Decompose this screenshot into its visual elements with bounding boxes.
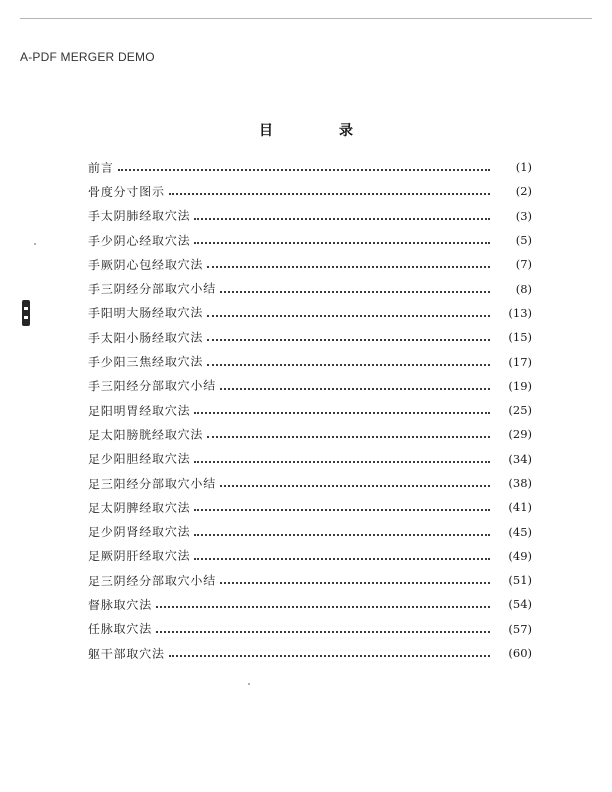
toc-row <box>88 349 532 373</box>
toc-row <box>88 568 532 592</box>
toc-page-number: (19) <box>508 378 532 393</box>
toc-entry-label: 足少阴肾经取穴法 <box>87 524 191 540</box>
toc-dot-leader <box>220 291 490 293</box>
toc-entry-label: 手少阳三焦经取穴法 <box>87 354 204 370</box>
toc-row <box>88 422 532 446</box>
toc-dot-leader <box>220 485 490 487</box>
watermark-text: A-PDF MERGER DEMO <box>20 50 155 64</box>
scan-speck <box>34 243 36 245</box>
toc-dot-leader <box>220 388 490 390</box>
toc-page-number: (8) <box>515 281 532 296</box>
toc-page-number: (45) <box>508 524 532 539</box>
toc-dot-leader <box>118 169 490 171</box>
table-of-contents <box>88 155 532 665</box>
toc-row <box>88 641 532 665</box>
toc-entry-label: 手阳明大肠经取穴法 <box>87 306 204 321</box>
toc-entry-label: 足厥阴肝经取穴法 <box>87 549 191 564</box>
toc-page-number: (29) <box>508 427 532 442</box>
toc-entry-label: 足太阳膀胱经取穴法 <box>87 427 204 443</box>
toc-page-number: (15) <box>508 330 532 345</box>
toc-entry-label: 前言 <box>87 160 114 175</box>
toc-row <box>88 228 532 252</box>
toc-row <box>88 252 532 276</box>
toc-entry-label: 任脉取穴法 <box>87 622 153 637</box>
page-title <box>0 120 612 140</box>
toc-row <box>88 519 532 543</box>
toc-page-number: (17) <box>508 354 532 369</box>
toc-row <box>88 398 532 422</box>
toc-page-number: (57) <box>508 621 532 636</box>
binding-mark <box>22 300 30 326</box>
toc-dot-leader <box>169 193 490 195</box>
toc-row <box>88 447 532 471</box>
toc-row <box>88 544 532 568</box>
toc-entry-label: 骨度分寸图示 <box>87 184 165 200</box>
toc-page-number: (1) <box>515 160 532 175</box>
toc-dot-leader <box>156 606 490 608</box>
toc-row <box>88 325 532 349</box>
toc-dot-leader <box>169 655 490 657</box>
toc-row <box>88 592 532 616</box>
toc-entry-label: 手三阳经分部取穴小结 <box>87 378 217 394</box>
title-char-2: 录 <box>339 123 353 139</box>
scan-speck <box>248 683 250 685</box>
toc-entry-label: 手太阴肺经取穴法 <box>87 208 191 224</box>
toc-entry-label: 手厥阴心包经取穴法 <box>87 257 204 273</box>
toc-dot-leader <box>207 315 490 317</box>
toc-dot-leader <box>207 436 490 438</box>
toc-row <box>88 204 532 228</box>
toc-entry-label: 足三阳经分部取穴小结 <box>87 476 217 491</box>
toc-page-number: (34) <box>508 451 532 466</box>
toc-entry-label: 足阳明胃经取穴法 <box>87 403 191 418</box>
toc-page-number: (51) <box>508 573 532 588</box>
toc-page-number: (13) <box>508 305 532 320</box>
title-char-1: 目 <box>259 123 273 139</box>
toc-row <box>88 374 532 398</box>
toc-row <box>88 155 532 179</box>
toc-dot-leader <box>207 339 490 341</box>
toc-entry-label: 足太阴脾经取穴法 <box>87 500 191 516</box>
toc-page-number: (25) <box>508 403 532 418</box>
toc-dot-leader <box>194 509 490 511</box>
toc-page-number: (3) <box>515 208 532 223</box>
toc-page-number: (60) <box>508 646 532 661</box>
toc-entry-label: 手三阴经分部取穴小结 <box>87 281 217 297</box>
toc-dot-leader <box>194 558 490 560</box>
toc-entry-label: 督脉取穴法 <box>87 597 153 613</box>
toc-page-number: (7) <box>515 257 532 272</box>
toc-row <box>88 495 532 519</box>
toc-page-number: (54) <box>508 597 532 612</box>
toc-dot-leader <box>194 534 490 536</box>
toc-dot-leader <box>220 582 490 584</box>
toc-row <box>88 276 532 300</box>
toc-entry-label: 手太阳小肠经取穴法 <box>87 330 204 346</box>
toc-entry-label: 足三阴经分部取穴小结 <box>87 573 217 589</box>
toc-page-number: (2) <box>515 184 532 199</box>
toc-page-number: (41) <box>508 500 532 515</box>
toc-page-number: (5) <box>515 233 532 248</box>
toc-row <box>88 301 532 325</box>
toc-entry-label: 足少阳胆经取穴法 <box>87 451 191 467</box>
toc-entry-label: 躯干部取穴法 <box>87 646 165 661</box>
toc-dot-leader <box>156 631 490 633</box>
toc-row <box>88 471 532 495</box>
top-rule <box>20 18 592 19</box>
toc-dot-leader <box>207 266 490 268</box>
toc-dot-leader <box>194 242 490 244</box>
toc-dot-leader <box>194 218 490 220</box>
toc-dot-leader <box>207 364 490 366</box>
toc-page-number: (38) <box>508 476 532 490</box>
toc-dot-leader <box>194 412 490 414</box>
toc-row <box>88 179 532 203</box>
toc-entry-label: 手少阴心经取穴法 <box>87 233 191 248</box>
toc-dot-leader <box>194 461 490 463</box>
toc-page-number: (49) <box>508 548 532 563</box>
toc-row <box>88 617 532 641</box>
